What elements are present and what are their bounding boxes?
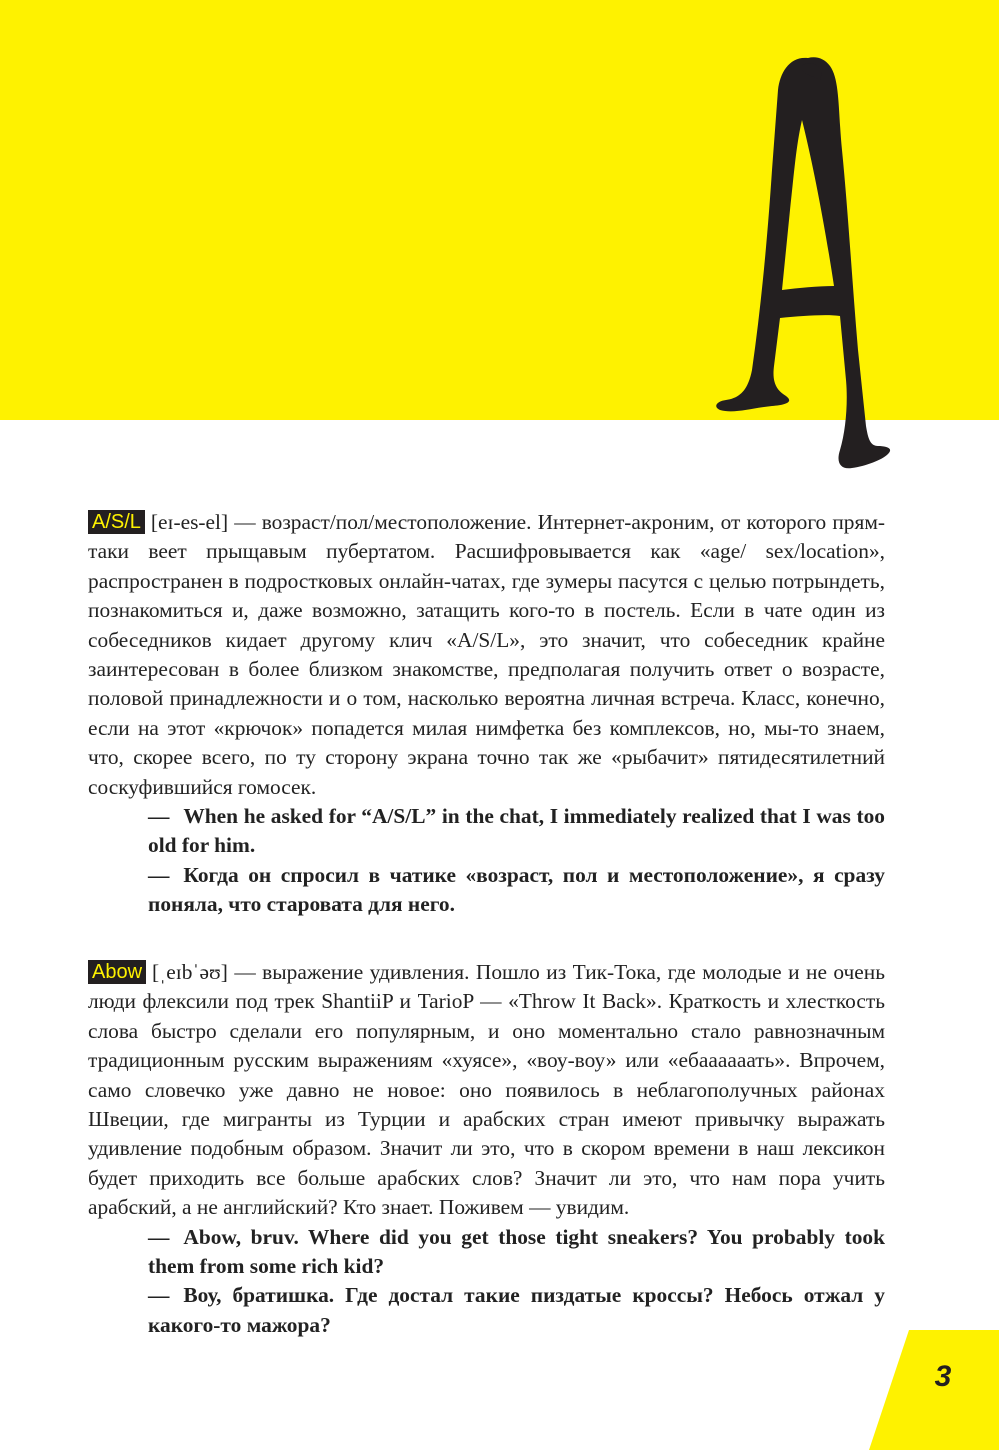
entry-definition-text: [ˌeɪbˈəʊ] — выражение удивления. Пошло из Тик-Тока, где молодые и не очень люди флексили под трек ShantiiP и TarioP — «Throw It Back». Краткость и хлесткость слова быстро сделали его популярным, и оно моментально стало равнозначным традиционным русским выражениям «хуясе», «воу-воу» или «ебаааааать». Впрочем, само словечко уже давно не новое: оно появилось в неблагополучных районах Швеции, где мигранты из Турции и арабских стран имеют привычку выражать удивление подобным образом. Значит ли это, что в скором времени в наш лексикон будет приходить все больше арабских слов? Значит ли это, что нам пора учить арабский, а не английский? Кто знает. Поживем — увидим. [88, 960, 885, 1220]
example-english-text: When he asked for “A/S/L” in the chat, I immediately realized that I was too old for him. [148, 804, 885, 858]
example-english-text: Abow, bruv. Where did you get those tight sneakers? You probably took them from some rich kid? [148, 1224, 885, 1279]
example-russian [148, 1281, 885, 1340]
entry-asl [88, 508, 885, 920]
entry-definition [88, 508, 885, 802]
entry-examples [148, 1223, 885, 1341]
dash-icon: — [148, 1283, 170, 1308]
dash-icon: — [148, 804, 170, 829]
entry-term-badge: Abow [88, 960, 146, 984]
big-letter-a-icon [690, 50, 910, 480]
example-english [148, 1223, 885, 1282]
dash-icon: — [148, 862, 170, 887]
example-english [148, 802, 885, 861]
example-russian-text: Когда он спросил в чатике «возраст, пол и местоположение», я сразу поняла, что старовата для него. [148, 862, 885, 917]
example-russian-text: Воу, братишка. Где достал такие пиздатые кроссы? Небось отжал у какого-то мажора? [148, 1283, 885, 1337]
entry-term-badge: A/S/L [88, 510, 145, 534]
entry-definition-text: [eɪ-es-el] — возраст/пол/местоположение. Интернет-акроним, от которого прям-таки веет прыщавым пубертатом. Расшифровывается как «age/ sex/location», распространен в подростковых онлайн-чатах, где зумеры пасутся с целью потрындеть, познакомиться и, даже возможно, затащить кого-то в постель. Если в чате один из собеседников кидает другому клич «A/S/L», это значит, что собеседник крайне заинтересован в более близком знакомстве, предполагая получить ответ о возрасте, половой принадлежности и о том, насколько вероятна личная встреча. Класс, конечно, если на этот «крючок» попадется милая нимфетка без комплексов, но, мы-то знаем, что, скорее всего, по ту сторону экрана точно так же «рыбачит» пятидесятилетний соскуфившийся гомосек. [88, 510, 885, 799]
entry-definition [88, 958, 885, 1223]
page-number: 3 [934, 1360, 952, 1393]
dash-icon: — [148, 1224, 170, 1249]
entry-examples [148, 802, 885, 920]
example-russian [148, 861, 885, 920]
entry-abow [88, 958, 885, 1340]
